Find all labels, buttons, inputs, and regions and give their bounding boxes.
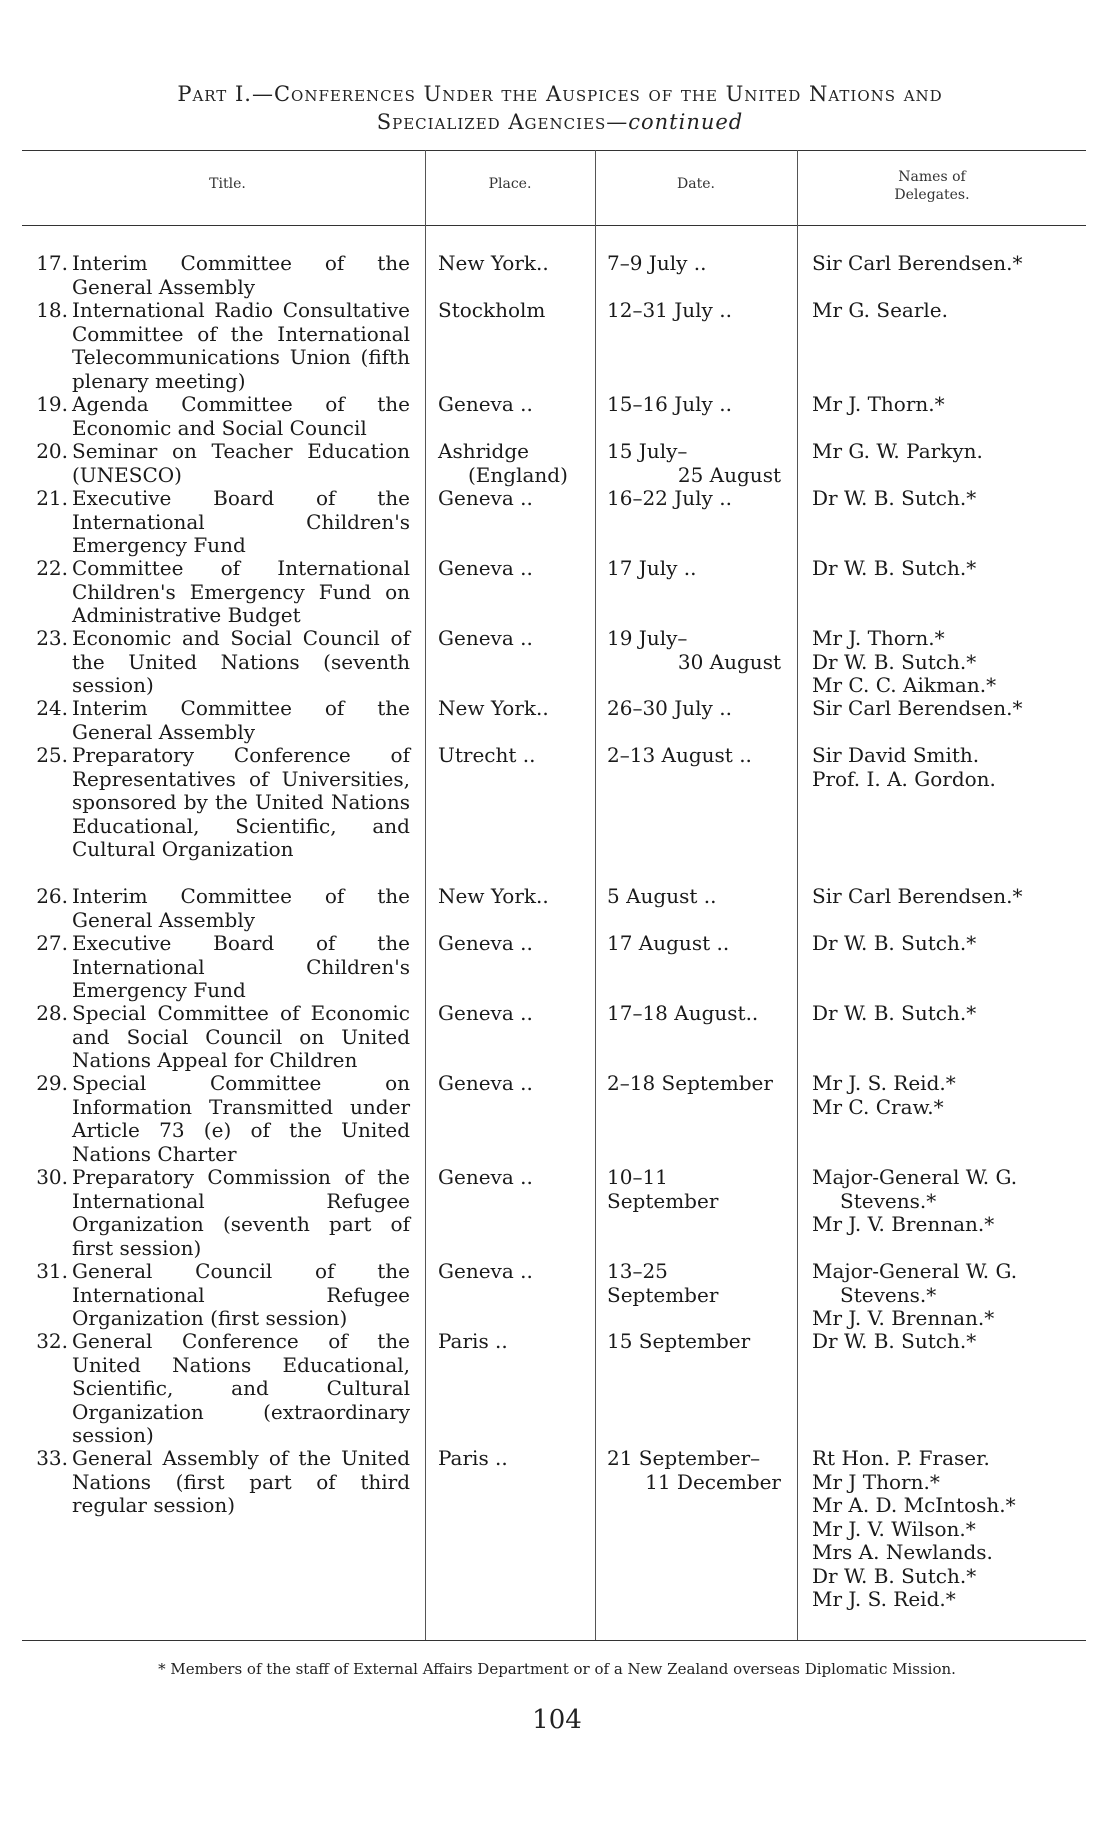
conference-title: Interim Committee of the General Assembly <box>72 884 410 932</box>
delegate-list <box>812 885 1094 909</box>
date-line: 5 August .. <box>607 884 717 908</box>
delegate-name: Mr C. Craw.* <box>812 1094 944 1119</box>
date-line: 15 September <box>607 1329 751 1353</box>
conference-place <box>438 393 588 417</box>
place-line: Geneva .. <box>438 1259 533 1283</box>
date-line: 15 July– <box>607 439 688 463</box>
date-line: 12–31 July .. <box>607 298 732 322</box>
row-number: 30. <box>36 1165 68 1189</box>
delegate-name: Dr W. B. Sutch.* <box>812 649 977 674</box>
date-line: 7–9 July .. <box>607 251 707 275</box>
date-line: 2–13 August .. <box>607 743 752 767</box>
row-number: 20. <box>36 439 68 463</box>
delegate-list <box>812 1330 1094 1354</box>
column-divider-3 <box>797 150 798 1640</box>
delegate-list <box>812 1260 1094 1331</box>
date-line: 2–18 September <box>607 1071 773 1095</box>
date-line: 13–25 September <box>607 1259 719 1307</box>
conference-date <box>607 1166 783 1213</box>
place-line: Geneva .. <box>438 486 533 510</box>
delegate-name: Major-General W. G. <box>812 1165 1018 1189</box>
delegates-header-line-2: Delegates. <box>894 187 970 203</box>
conference-date <box>607 440 783 487</box>
row-number: 33. <box>36 1446 68 1470</box>
place-line: New York.. <box>438 251 549 275</box>
conference-title: Special Committee of Economic and Social Council on United Nations Appeal for Children <box>72 1001 410 1072</box>
delegate-name: Mr C. C. Aikman.* <box>812 673 997 697</box>
delegate-name: Sir David Smith. <box>812 743 980 767</box>
conference-place <box>438 1166 588 1190</box>
place-line: Paris .. <box>438 1329 508 1353</box>
conference-place <box>438 1072 588 1096</box>
conference-title: Special Committee on Information Transmitted under Article 73 (e) of the United Nations Charter <box>72 1071 410 1166</box>
date-line: 26–30 July .. <box>607 696 732 720</box>
conference-place <box>438 627 588 651</box>
delegate-name: Dr W. B. Sutch.* <box>812 486 977 510</box>
delegate-list <box>812 487 1094 511</box>
table-top-rule <box>22 150 1086 151</box>
table-heading-line-1: Part I.—Conferences Under the Auspices of the United Nations and <box>177 82 943 106</box>
conference-date <box>607 393 783 417</box>
conference-place <box>438 1330 588 1354</box>
conference-title: Preparatory Commission of the International Refugee Organization (seventh part of first session) <box>72 1165 410 1260</box>
row-number: 31. <box>36 1259 68 1283</box>
conference-title: Interim Committee of the General Assembly <box>72 696 410 744</box>
date-line: 21 September– <box>607 1446 761 1470</box>
delegate-name: Mr G. W. Parkyn. <box>812 439 983 463</box>
place-line: Paris .. <box>438 1446 508 1470</box>
delegate-name: Rt Hon. P. Fraser. <box>812 1446 990 1470</box>
date-line: 15–16 July .. <box>607 392 732 416</box>
conference-date <box>607 697 783 721</box>
row-number: 22. <box>36 556 68 580</box>
place-line: Geneva .. <box>438 556 533 580</box>
column-divider-2 <box>595 150 596 1640</box>
conference-date <box>607 1447 783 1494</box>
place-line: Geneva .. <box>438 626 533 650</box>
delegate-list <box>812 299 1094 323</box>
heading-main-text: Specialized Agencies— <box>376 110 629 134</box>
delegate-name: Mr J. V. Brennan.* <box>812 1306 995 1330</box>
conference-title: Agenda Committee of the Economic and Social Council <box>72 392 410 440</box>
column-header-delegates <box>797 168 1067 204</box>
conference-title: Interim Committee of the General Assembly <box>72 251 410 299</box>
column-header-place: Place. <box>488 176 532 192</box>
place-line: Geneva .. <box>438 1071 533 1095</box>
conference-title: Preparatory Conference of Representatives of Universities, sponsored by the United Nations Educational, Scientific, and Cultural Organization <box>72 743 410 861</box>
conference-date <box>607 744 783 768</box>
conference-date <box>607 487 783 511</box>
date-line: 11 December <box>645 1469 781 1494</box>
delegate-name: Stevens.* <box>840 1188 937 1213</box>
delegate-list <box>812 932 1094 956</box>
row-number: 18. <box>36 298 68 322</box>
delegate-list <box>812 252 1094 276</box>
delegate-list <box>812 1166 1094 1237</box>
conference-date <box>607 932 783 956</box>
delegate-list <box>812 627 1094 698</box>
conference-title: Seminar on Teacher Education (UNESCO) <box>72 439 410 487</box>
place-line: Geneva .. <box>438 1165 533 1189</box>
table-heading-line-2 <box>60 110 1060 134</box>
conference-title: International Radio Consultative Committee of the International Telecommunications Union (fifth plenary meeting) <box>72 298 410 393</box>
date-line: 16–22 July .. <box>607 486 732 510</box>
conference-place <box>438 1260 588 1284</box>
delegate-name: Dr W. B. Sutch.* <box>812 1329 977 1353</box>
conference-date <box>607 1072 783 1096</box>
conference-date <box>607 557 783 581</box>
delegate-list <box>812 697 1094 721</box>
conference-place <box>438 299 588 323</box>
row-number: 28. <box>36 1001 68 1025</box>
conference-date <box>607 1002 783 1026</box>
conference-date <box>607 1260 783 1307</box>
delegate-name: Dr W. B. Sutch.* <box>812 931 977 955</box>
row-number: 25. <box>36 743 68 767</box>
row-number: 19. <box>36 392 68 416</box>
date-line: 17–18 August.. <box>607 1001 759 1025</box>
delegate-list <box>812 557 1094 581</box>
row-number: 24. <box>36 696 68 720</box>
conference-title: Executive Board of the International Children's Emergency Fund <box>72 486 410 557</box>
delegate-name: Mr J. Thorn.* <box>812 626 945 650</box>
delegate-list <box>812 440 1094 464</box>
row-number: 26. <box>36 884 68 908</box>
conference-place <box>438 932 588 956</box>
row-number: 21. <box>36 486 68 510</box>
row-number: 23. <box>36 626 68 650</box>
delegate-name: Sir Carl Berendsen.* <box>812 251 1023 275</box>
delegates-header-line-1: Names of <box>898 169 966 185</box>
place-line: Geneva .. <box>438 1001 533 1025</box>
delegate-list <box>812 1072 1094 1119</box>
date-line: 30 August <box>677 649 781 674</box>
conference-date <box>607 627 783 674</box>
conference-place <box>438 885 588 909</box>
delegate-name: Mr J. V. Brennan.* <box>812 1212 995 1236</box>
delegate-list <box>812 1447 1094 1612</box>
conference-place <box>438 1447 588 1471</box>
row-number: 32. <box>36 1329 68 1353</box>
footnote: * Members of the staff of External Affairs Department or of a New Zealand overseas Diplomatic Mission. <box>158 1660 956 1678</box>
delegate-name: Mr J. S. Reid.* <box>812 1587 956 1611</box>
delegate-name: Mr G. Searle. <box>812 298 948 322</box>
delegate-name: Mr A. D. McIntosh.* <box>812 1493 1016 1517</box>
conference-place <box>438 252 588 276</box>
conference-place <box>438 557 588 581</box>
delegate-name: Dr W. B. Sutch.* <box>812 556 977 580</box>
column-divider-1 <box>425 150 426 1640</box>
date-line: 10–11 September <box>607 1165 719 1213</box>
delegate-name: Dr W. B. Sutch.* <box>812 1001 977 1025</box>
date-line: 19 July– <box>607 626 688 650</box>
conference-date <box>607 885 783 909</box>
conference-title: General Assembly of the United Nations (first part of third regular session) <box>72 1446 410 1517</box>
conference-place <box>438 487 588 511</box>
header-bottom-rule <box>22 225 1086 226</box>
table-bottom-rule <box>22 1640 1086 1641</box>
conference-title: General Council of the International Refugee Organization (first session) <box>72 1259 410 1330</box>
delegate-list <box>812 1002 1094 1026</box>
delegate-name: Mr J. V. Wilson.* <box>812 1516 976 1541</box>
conference-place <box>438 697 588 721</box>
place-line: Geneva .. <box>438 931 533 955</box>
conference-title: Executive Board of the International Children's Emergency Fund <box>72 931 410 1002</box>
delegate-name: Mr J. Thorn.* <box>812 392 945 416</box>
column-header-date: Date. <box>677 176 715 192</box>
conference-place <box>438 1002 588 1026</box>
conference-title: General Conference of the United Nations Educational, Scientific, and Cultural Organization (extraordinary session) <box>72 1329 410 1447</box>
delegate-list <box>812 393 1094 417</box>
delegate-name: Sir Carl Berendsen.* <box>812 696 1023 720</box>
delegate-name: Sir Carl Berendsen.* <box>812 884 1023 908</box>
date-line: 17 August .. <box>607 931 730 955</box>
delegate-name: Stevens.* <box>840 1282 937 1307</box>
conference-place <box>438 744 588 768</box>
date-line: 17 July .. <box>607 556 697 580</box>
delegate-name: Prof. I. A. Gordon. <box>812 766 996 791</box>
delegate-list <box>812 744 1094 791</box>
place-line: (England) <box>468 462 568 487</box>
place-line: New York.. <box>438 696 549 720</box>
place-line: Utrecht .. <box>438 743 536 767</box>
conference-date <box>607 1330 783 1354</box>
delegate-name: Major-General W. G. <box>812 1259 1018 1283</box>
row-number: 17. <box>36 251 68 275</box>
place-line: Ashridge <box>438 439 529 463</box>
heading-continued-text: continued <box>628 110 744 134</box>
place-line: New York.. <box>438 884 549 908</box>
page-number: 104 <box>532 1705 582 1735</box>
conference-date <box>607 252 783 276</box>
place-line: Geneva .. <box>438 392 533 416</box>
conference-place <box>438 440 588 487</box>
date-line: 25 August <box>677 462 781 487</box>
delegate-name: Mr J. S. Reid.* <box>812 1071 956 1095</box>
conference-title: Economic and Social Council of the United Nations (seventh session) <box>72 626 410 697</box>
row-number: 29. <box>36 1071 68 1095</box>
conference-title: Committee of International Children's Emergency Fund on Administrative Budget <box>72 556 410 627</box>
conference-date <box>607 299 783 323</box>
delegate-name: Mrs A. Newlands. <box>812 1540 993 1564</box>
place-line: Stockholm <box>438 298 546 322</box>
delegate-name: Dr W. B. Sutch.* <box>812 1563 977 1588</box>
delegate-name: Mr J Thorn.* <box>812 1469 940 1494</box>
row-number: 27. <box>36 931 68 955</box>
column-header-title: Title. <box>209 176 246 192</box>
